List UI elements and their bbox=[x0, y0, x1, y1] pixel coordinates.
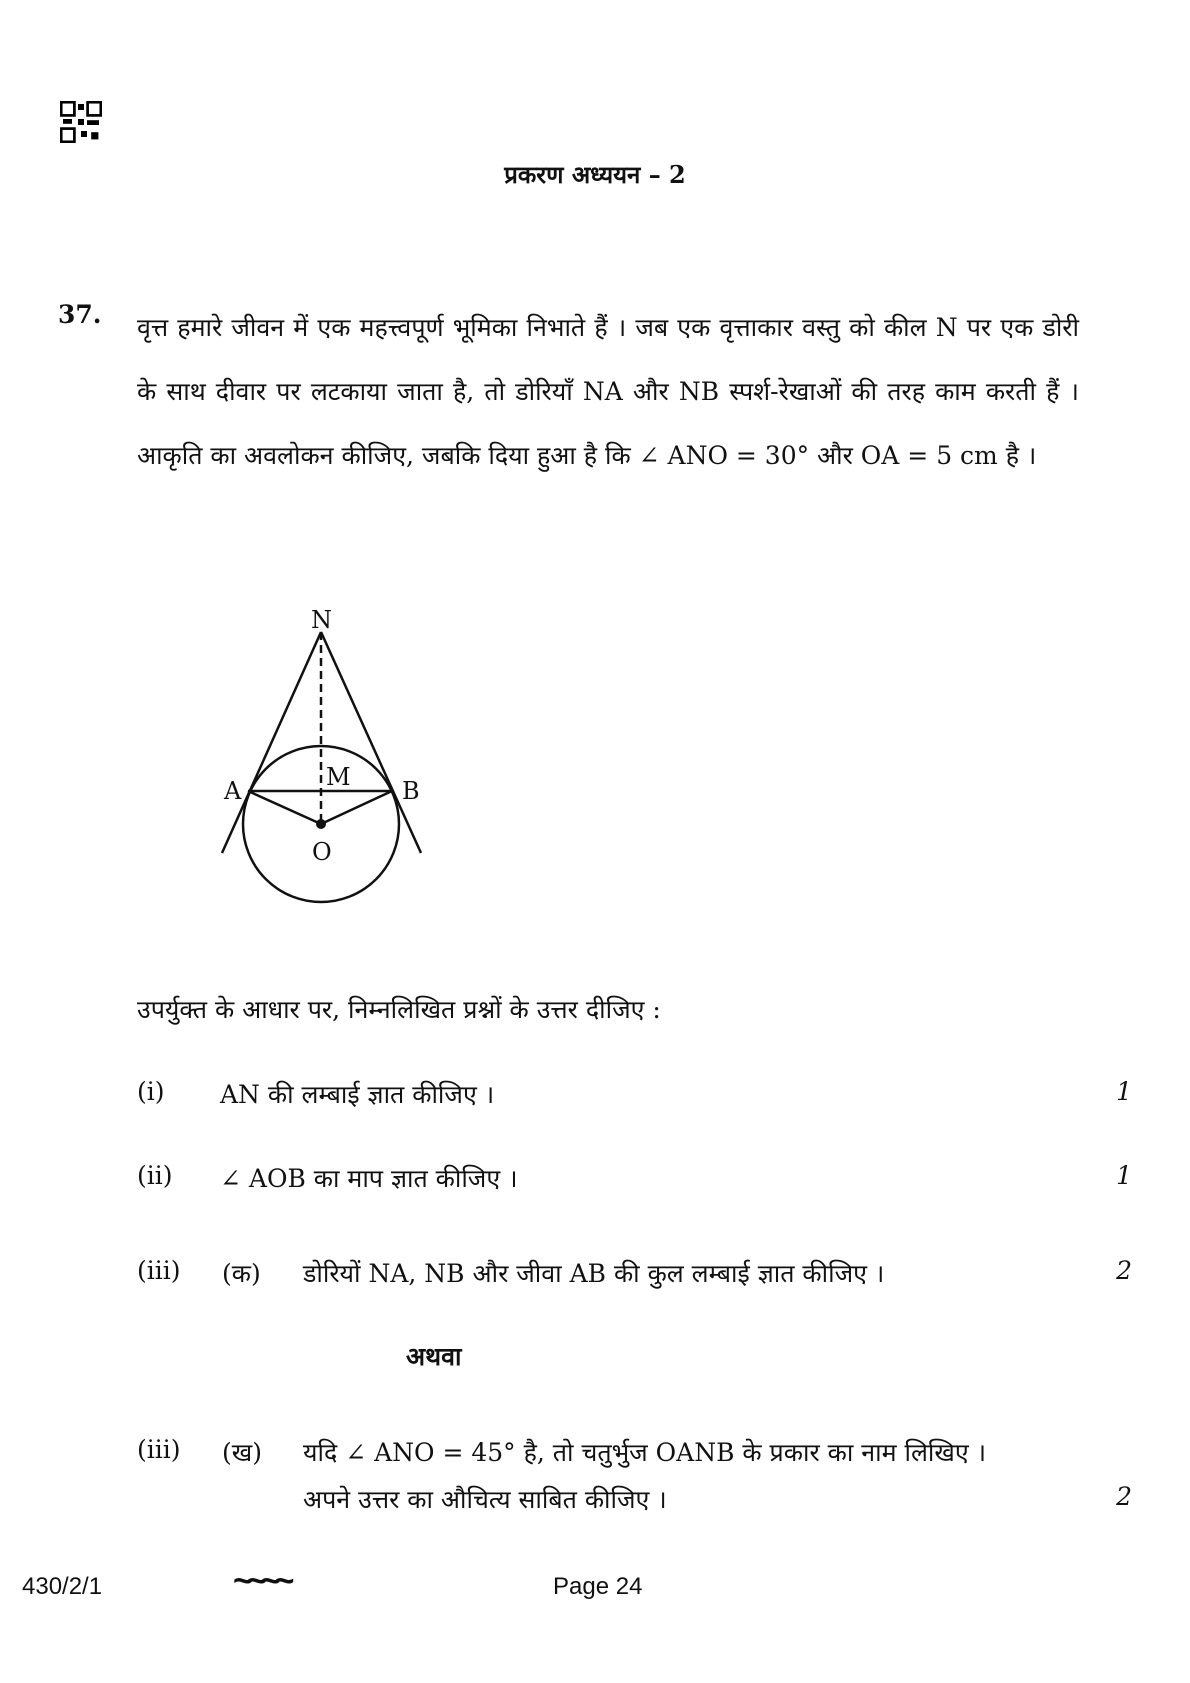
part-label: (i) bbox=[137, 1077, 165, 1106]
part-text-continued: अपने उत्तर का औचित्य साबित कीजिए । bbox=[303, 1485, 667, 1514]
wave-decoration: ~~~~ bbox=[233, 1562, 289, 1600]
part-sub-label: (क) bbox=[222, 1259, 261, 1288]
part-marks: 1 bbox=[1116, 1077, 1132, 1106]
page-number: Page 24 bbox=[553, 1573, 643, 1600]
label-a: A bbox=[224, 777, 242, 805]
question-number: 37. bbox=[58, 300, 102, 329]
part-marks: 1 bbox=[1116, 1161, 1132, 1190]
part-text: AN की लम्बाई ज्ञात कीजिए । bbox=[220, 1080, 495, 1109]
tangent-nb bbox=[321, 632, 421, 853]
part-sub-label: (ख) bbox=[222, 1438, 262, 1467]
part-text: यदि ∠ ANO = 45° है, तो चतुर्भुज OANB के प्रकार का नाम लिखिए । bbox=[303, 1438, 987, 1467]
part-label: (iii) bbox=[137, 1256, 181, 1285]
question-text: वृत्त हमारे जीवन में एक महत्त्वपूर्ण भूमिका निभाते हैं । जब एक वृत्ताकार वस्तु को कील N पर एक डोरी के साथ दीवार पर लटकाया जाता है, तो डोरियाँ NA और NB स्पर्श-रेखाओं की तरह काम करती हैं । आकृति का अवलोकन कीजिए, जबकि दिया हुआ है कि ∠ ANO = 30° और OA = 5 cm है । bbox=[137, 313, 1079, 470]
label-n: N bbox=[311, 606, 332, 634]
label-m: M bbox=[326, 763, 351, 791]
center-point bbox=[316, 819, 326, 829]
part-text: ∠ AOB का माप ज्ञात कीजिए । bbox=[220, 1164, 518, 1193]
paper-code: 430/2/1 bbox=[22, 1573, 103, 1600]
part-marks: 2 bbox=[1116, 1482, 1132, 1511]
label-o: O bbox=[312, 838, 332, 866]
label-b: B bbox=[402, 777, 420, 805]
part-label: (ii) bbox=[137, 1161, 173, 1190]
section-title: प्रकरण अध्ययन – 2 bbox=[504, 160, 686, 189]
part-marks: 2 bbox=[1116, 1256, 1132, 1285]
part-text: डोरियों NA, NB और जीवा AB की कुल लम्बाई ज्ञात कीजिए । bbox=[303, 1259, 885, 1288]
instruction: उपर्युक्त के आधार पर, निम्नलिखित प्रश्नों के उत्तर दीजिए : bbox=[137, 995, 661, 1024]
radius-ob bbox=[321, 791, 392, 824]
tangent-na bbox=[222, 632, 321, 853]
or-label: अथवा bbox=[406, 1342, 462, 1371]
radius-oa bbox=[248, 791, 321, 824]
part-label: (iii) bbox=[137, 1435, 181, 1464]
